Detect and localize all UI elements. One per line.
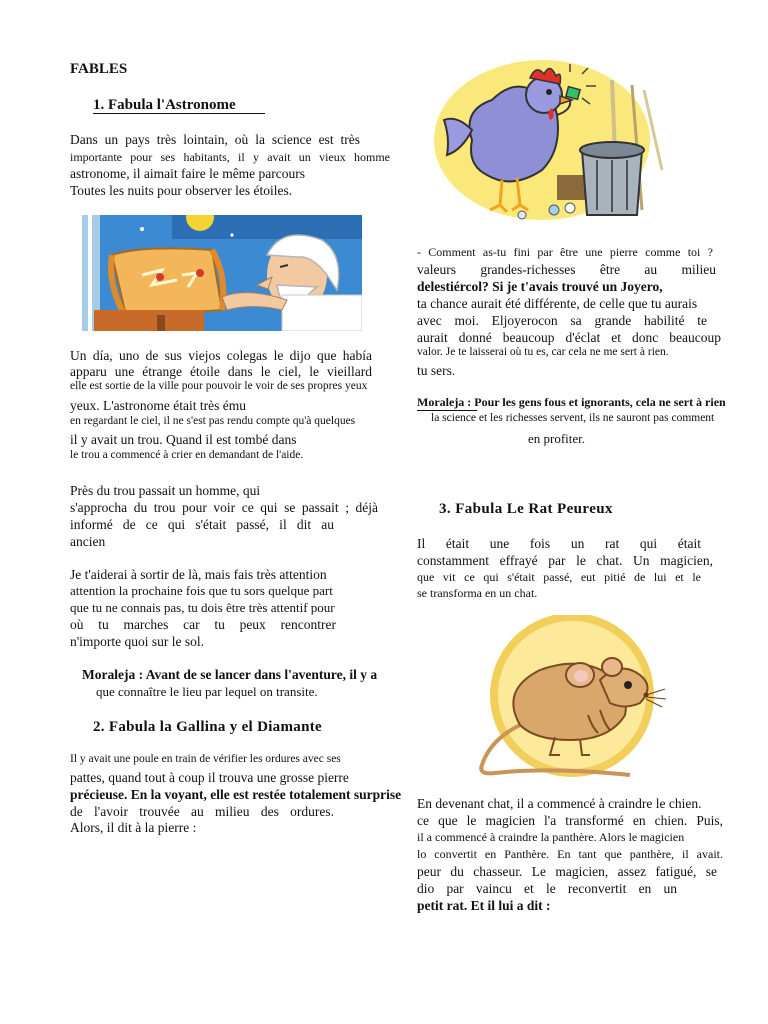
- section-heading-rat: 3. Fabula Le Rat Peureux: [439, 501, 613, 517]
- text-line: il a commencé à craindre la panthère. Alors le magicien: [417, 830, 685, 844]
- moral-underline: [417, 410, 477, 411]
- text-line: ancien: [70, 534, 106, 549]
- text-line: valeurs grandes-richesses être au milieu: [417, 262, 716, 277]
- text-line: peur du chasseur. Le magicien, assez fatigué, se: [417, 864, 717, 879]
- text-line: que vit ce qui s'était passé, eut pitié de lui et le: [417, 570, 701, 584]
- text-line: s'approcha du trou pour voir ce qui se passait ; déjà: [70, 500, 378, 515]
- text-line: astronome, il aimait faire le même parcours: [70, 166, 306, 181]
- text-line: de l'avoir trouvée au milieu des ordures.: [70, 804, 334, 819]
- hen-illustration: [432, 60, 670, 228]
- text-line: n'importe quoi sur le sol.: [70, 634, 205, 649]
- moral-line: la science et les richesses servent, ils ne sauront pas comment: [431, 412, 715, 424]
- text-line: que tu ne connais pas, tu dois être très attentif pour: [70, 600, 335, 615]
- section-heading-gallina: 2. Fabula la Gallina y el Diamante: [93, 719, 322, 735]
- text-line: tu sers.: [417, 363, 456, 378]
- text-line: ce que le magicien l'a transformé en chien. Puis,: [417, 813, 723, 828]
- text-line: constamment effrayé par le chat. Un magicien,: [417, 553, 713, 568]
- astronomer-illustration: [82, 215, 362, 331]
- moral-line: Moraleja : Pour les gens fous et ignorants, cela ne sert à rien: [417, 395, 726, 409]
- text-line: elle est sortie de la ville pour pouvoir le voir de ses propres yeux: [70, 380, 368, 392]
- text-line: pattes, quand tout à coup il trouva une grosse pierre: [70, 770, 349, 785]
- text-line: en regardant le ciel, il ne s'est pas rendu compte qu'à quelques: [70, 415, 356, 427]
- document-title: FABLES: [70, 61, 128, 77]
- text-line: - Comment as-tu fini par être une pierre comme toi ?: [417, 245, 713, 259]
- text-line: apparu une étrange étoile dans le ciel, le vieillard: [70, 364, 372, 379]
- text-line: Je t'aiderai à sortir de là, mais fais très attention: [70, 567, 327, 582]
- moral-line: en profiter.: [528, 431, 586, 446]
- text-line: Près du trou passait un homme, qui: [70, 483, 261, 498]
- text-line: Alors, il dit à la pierre :: [70, 820, 197, 835]
- section-heading-astronome: 1. Fabula l'Astronome: [93, 97, 236, 113]
- heading-underline: [93, 113, 265, 114]
- text-line: se transforma en un chat.: [417, 586, 538, 600]
- text-line: yeux. L'astronome était très ému: [70, 398, 247, 413]
- text-line: En devenant chat, il a commencé à craindre le chien.: [417, 796, 702, 811]
- text-line: Dans un pays très lointain, où la science est très: [70, 132, 360, 147]
- text-line: aurait donné beaucoup d'éclat et donc beaucoup: [417, 330, 721, 345]
- text-line: le trou a commencé à crier en demandant de l'aide.: [70, 449, 304, 461]
- text-line: lo convertit en Panthère. En tant que panthère, il avait.: [417, 847, 723, 861]
- text-line: petit rat. Et il lui a dit :: [417, 898, 551, 913]
- rat-illustration: [460, 615, 682, 780]
- text-line: dio par vaincu et le reconvertit en un: [417, 881, 677, 896]
- text-line: ta chance aurait été différente, de celle que tu aurais: [417, 296, 698, 311]
- moral-line: que connaître le lieu par lequel on transite.: [96, 684, 318, 699]
- text-line: Il y avait une poule en train de vérifier les ordures avec ses: [70, 753, 341, 765]
- text-line: Il était une fois un rat qui était: [417, 536, 701, 551]
- text-line: Toutes les nuits pour observer les étoiles.: [70, 183, 293, 198]
- text-line: importante pour ses habitants, il y avait un vieux homme: [70, 150, 390, 164]
- moral-line: Moraleja : Avant de se lancer dans l'aventure, il y a: [82, 667, 378, 682]
- text-line: précieuse. En la voyant, elle est restée totalement surprise: [70, 787, 402, 802]
- text-line: delestiércol? Si je t'avais trouvé un Joyero,: [417, 279, 663, 294]
- text-line: valor. Je te laisserai où tu es, car cela ne me sert à rien.: [417, 346, 669, 358]
- text-line: attention la prochaine fois que tu sors quelque part: [70, 583, 333, 598]
- text-line: informé de ce qui s'était passé, il dit au: [70, 517, 334, 532]
- text-line: il y avait un trou. Quand il est tombé dans: [70, 432, 297, 447]
- text-line: où tu marches car tu peux rencontrer: [70, 617, 336, 632]
- text-line: avec moi. Eljoyerocon sa grande habilité te: [417, 313, 707, 328]
- text-line: Un día, uno de sus viejos colegas le dijo que había: [70, 348, 372, 363]
